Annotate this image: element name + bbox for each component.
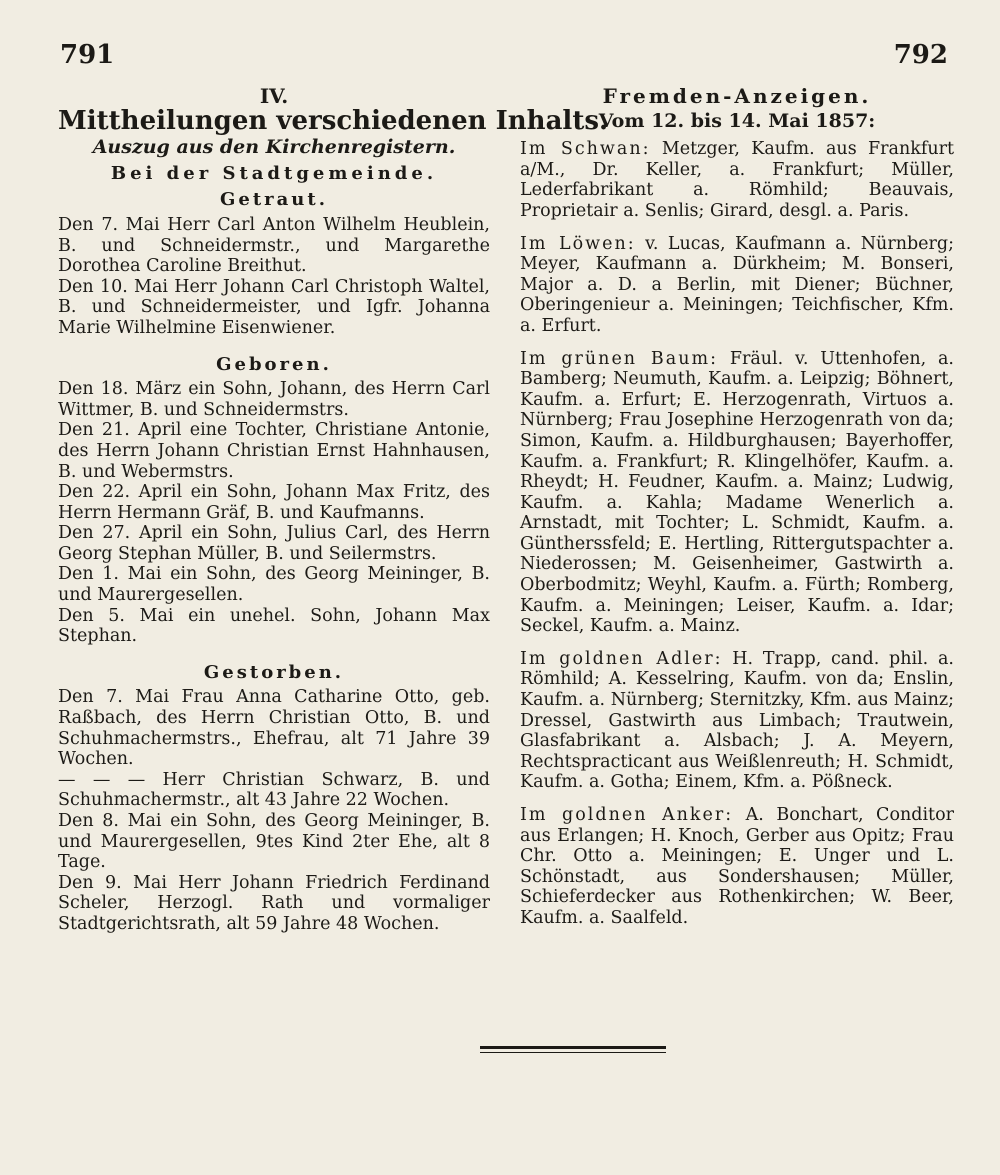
married-heading: Getraut. — [220, 189, 328, 211]
died-entry: Den 7. Mai Frau Anna Catharine Otto, geb. Raßbach, des Herrn Christian Otto, B. und Schuhmachermstrs., Ehefrau, alt 71 Jahre 39 Wochen. — [58, 687, 490, 770]
born-entry: Den 27. April ein Sohn, Julius Carl, des Herrn Georg Stephan Müller, B. und Seilermstrs. — [58, 523, 490, 564]
page-number-left: 791 — [60, 40, 115, 70]
hotel-guests: A. Bonchart, Conditor aus Erlangen; H. Knoch, Gerber aus Opitz; Frau Chr. Otto a. Meiningen; E. Unger und L. Schönstadt, aus Sondershausen; Müller, Schieferdecker aus Rothenkirchen; W. Beer, Kaufm. a. Saalfeld. — [520, 805, 954, 928]
born-entry: Den 18. März ein Sohn, Johann, des Herrn Carl Wittmer, B. und Schneidermstrs. — [58, 379, 490, 420]
hotel-entry — [520, 649, 954, 793]
died-entry: — — — Herr Christian Schwarz, B. und Schuhmachermstr., alt 43 Jahre 22 Wochen. — [58, 769, 490, 811]
married-entry: Den 7. Mai Herr Carl Anton Wilhelm Heublein, B. und Schneidermstr., und Margarethe Dorothea Caroline Breithut. — [58, 214, 490, 277]
hotel-name: Im goldnen Anker: — [520, 805, 734, 825]
died-entry: Den 9. Mai Herr Johann Friedrich Ferdinand Scheler, Herzogl. Rath und vormaliger Stadtgerichtsrath, alt 59 Jahre 48 Wochen. — [58, 872, 490, 934]
section-title: Mittheilungen verschiedenen Inhalts. — [58, 105, 609, 136]
hotel-guests: v. Lucas, Kaufmann a. Nürnberg; Meyer, Kaufmann a. Dürkheim; M. Bonseri, Major a. D. a Berlin, mit Diener; Büchner, Oberingenieur a. Meiningen; Teichfischer, Kfm. a. Erfurt. — [520, 233, 954, 336]
hotel-guests: H. Trapp, cand. phil. a. Römhild; A. Kesselring, Kaufm. von da; Enslin, Kaufm. a. Nürnberg; Sternitzky, Kfm. aus Mainz; Dressel, Gastwirth aus Limbach; Trautwein, Glasfabrikant a. Alsbach; J. A. Meyern, Rechtspracticant aus Weißlenreuth; H. Schmidt, Kaufm. a. Gotha; Einem, Kfm. a. Pößneck. — [520, 648, 954, 793]
hotel-entry — [520, 805, 954, 929]
hotel-guests: Fräul. v. Uttenhofen, a. Bamberg; Neumuth, Kaufm. a. Leipzig; Böhnert, Kaufm. a. Erfurt; E. Herzogenrath, Virtuos a. Nürnberg; Frau Josephine Herzogenrath von da; Simon, Kaufm. a. Hildburghausen; Bayerhoffer, Kaufm. a. Frankfurt; R. Klingelhöfer, Kaufm. a. Rheydt; H. Feudner, Kaufm. a. Mainz; Ludwig, Kaufm. a. Kahla; Madame Wenerlich a. Arnstadt, mit Tochter; L. Schmidt, Kaufm. a. Güntherssfeld; E. Hertling, Rittergutspachter a. Niederossen; M. Geisenheimer, Gastwirth a. Oberbodmitz; Weyhl, Kaufm. a. Fürth; Romberg, Kaufm. a. Meiningen; Leiser, Kaufm. a. Idar; Seckel, Kaufm. a. Mainz. — [520, 348, 954, 637]
section-subtitle: Auszug aus den Kirchenregistern. — [92, 136, 456, 159]
right-column — [520, 86, 954, 929]
born-entry: Den 21. April eine Tochter, Christiane Antonie, des Herrn Johann Christian Ernst Hahnhausen, B. und Webermstrs. — [58, 420, 490, 482]
born-entry: Den 5. Mai ein unehel. Sohn, Johann Max Stephan. — [58, 605, 490, 647]
hotel-name: Im grünen Baum: — [520, 348, 718, 369]
page-number-right: 792 — [893, 40, 948, 70]
section-number: IV. — [259, 84, 289, 108]
community-heading: Bei der Stadtgemeinde. — [110, 162, 438, 184]
died-heading: Gestorben. — [203, 661, 345, 683]
hotel-name: Im Löwen: — [520, 233, 636, 254]
married-entry: Den 10. Mai Herr Johann Carl Christoph Waltel, B. und Schneidermeister, und Igfr. Johanna Marie Wilhelmine Eisenwiener. — [58, 276, 490, 338]
arrivals-date-range: Vom 12. bis 14. Mai 1857: — [598, 109, 876, 132]
born-entry: Den 22. April ein Sohn, Johann Max Fritz, des Herrn Hermann Gräf, B. und Kaufmanns. — [58, 482, 490, 523]
hotel-guests: Metzger, Kaufm. aus Frankfurt a/M., Dr. Keller, a. Frankfurt; Müller, Lederfabrikant a. Römhild; Beauvais, Proprietair a. Senlis; Girard, desgl. a. Paris. — [520, 139, 954, 221]
born-entry: Den 1. Mai ein Sohn, des Georg Meininger, B. und Maurergesellen. — [58, 564, 490, 606]
died-entry: Den 8. Mai ein Sohn, des Georg Meininger, B. und Maurergesellen, 9tes Kind 2ter Ehe, alt 8 Tage. — [58, 811, 490, 873]
end-rule-thin — [480, 1052, 666, 1053]
hotel-entry — [520, 139, 954, 221]
born-heading: Geboren. — [216, 353, 332, 375]
end-rule — [480, 1046, 666, 1049]
hotel-name: Im Schwan: — [520, 139, 651, 160]
hotel-name: Im goldnen Adler: — [520, 648, 723, 669]
hotel-entry — [520, 349, 954, 637]
hotel-entry — [520, 234, 954, 337]
arrivals-title: Fremden-Anzeigen. — [602, 84, 872, 108]
